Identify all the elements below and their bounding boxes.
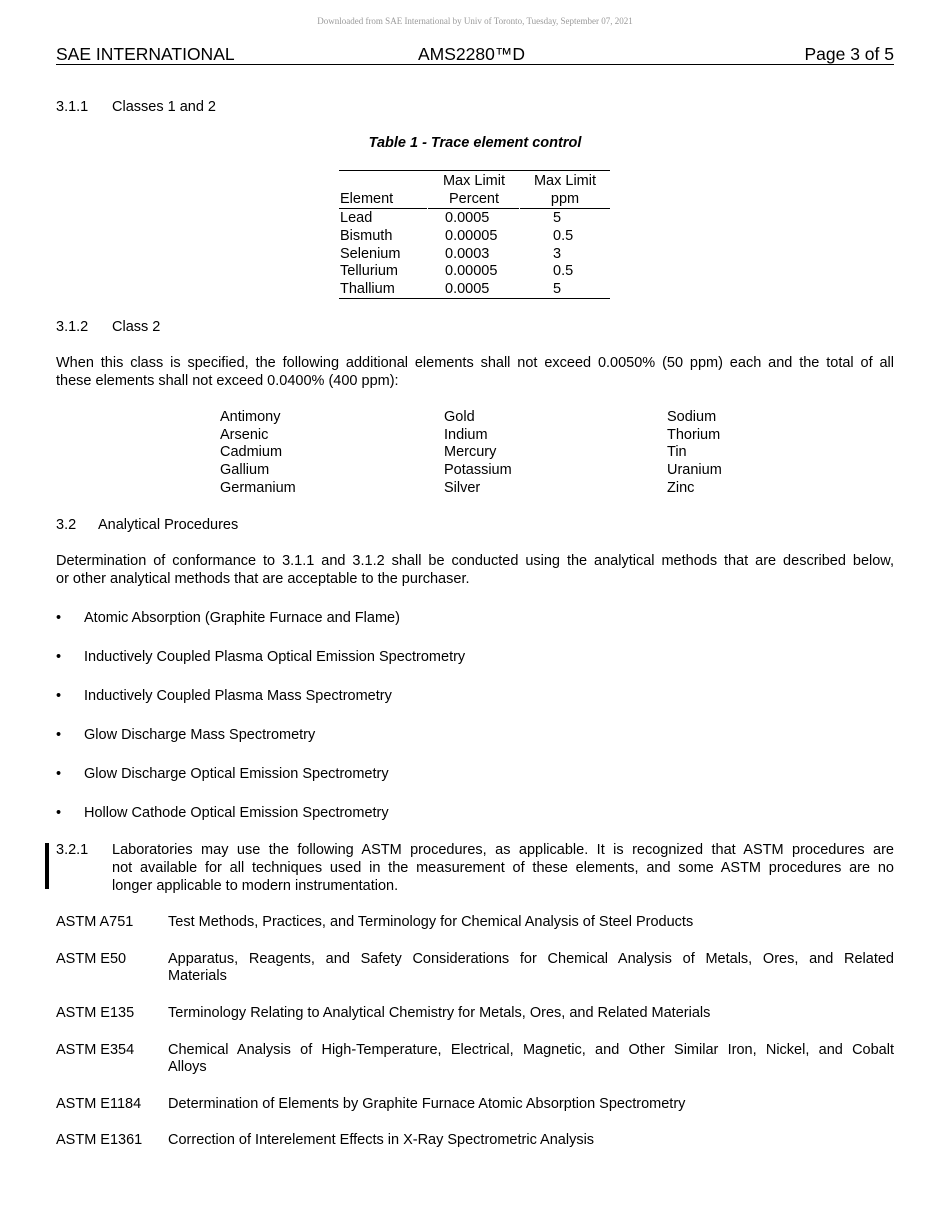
astm-code: ASTM E354 (56, 1042, 135, 1058)
table-cell-ppm: 5 (553, 281, 562, 297)
element-list-item: Antimony (220, 409, 281, 425)
astm-title: Chemical Analysis of High-Temperature, Electrical, Magnetic, and Other Similar Iron, Nickel, and Cobalt (168, 1042, 894, 1058)
section-3-2-title: Analytical Procedures (98, 517, 239, 533)
table-cell-ppm: 0.5 (553, 263, 574, 279)
table-header-element: Element (340, 191, 394, 207)
table-cell-percent: 0.0005 (445, 281, 490, 297)
element-list-item: Sodium (667, 409, 717, 425)
astm-title: Terminology Relating to Analytical Chemistry for Metals, Ores, and Related Materials (168, 1005, 711, 1021)
astm-title: Determination of Elements by Graphite Furnace Atomic Absorption Spectrometry (168, 1096, 686, 1112)
table-cell-ppm: 3 (553, 246, 562, 262)
table-cell-percent: 0.0005 (445, 210, 490, 226)
method-list-item: Hollow Cathode Optical Emission Spectrometry (84, 805, 389, 821)
astm-code: ASTM E135 (56, 1005, 135, 1021)
table-header-percent-line1: Max Limit (442, 173, 506, 189)
table-header-rule-3 (520, 208, 610, 209)
section-3-2-1-number: 3.2.1 (56, 842, 89, 858)
bullet-glyph: • (56, 805, 62, 821)
table-cell-ppm: 5 (553, 210, 562, 226)
element-list-item: Tin (667, 444, 687, 460)
table-header-ppm-line1: Max Limit (533, 173, 597, 189)
astm-code: ASTM E1361 (56, 1132, 143, 1148)
method-list-item: Glow Discharge Optical Emission Spectrometry (84, 766, 389, 782)
table-cell-percent: 0.0003 (445, 246, 490, 262)
element-list-item: Germanium (220, 480, 296, 496)
section-3-2-number: 3.2 (56, 517, 77, 533)
section-3-2-1-paragraph-line: not available for all techniques used in the measurement of these elements, and some ASTM procedures are no (112, 860, 894, 876)
element-list-item: Indium (444, 427, 488, 443)
element-list-item: Gold (444, 409, 475, 425)
table-cell-element: Lead (340, 210, 373, 226)
astm-title-continued: Materials (168, 968, 227, 984)
header-rule (56, 64, 894, 65)
method-list-item: Inductively Coupled Plasma Optical Emission Spectrometry (84, 649, 466, 665)
method-list-item: Inductively Coupled Plasma Mass Spectrometry (84, 688, 392, 704)
element-list-item: Zinc (667, 480, 695, 496)
table-cell-element: Selenium (340, 246, 401, 262)
table-top-rule (339, 170, 610, 171)
astm-title-continued: Alloys (168, 1059, 207, 1075)
section-3-2-1-paragraph-line: Laboratories may use the following ASTM procedures, as applicable. It is recognized that ASTM procedures are (112, 842, 894, 858)
table-cell-ppm: 0.5 (553, 228, 574, 244)
method-list-item: Glow Discharge Mass Spectrometry (84, 727, 316, 743)
header-org: SAE INTERNATIONAL (56, 44, 235, 64)
element-list-item: Mercury (444, 444, 497, 460)
header-doc-number: AMS2280™D (418, 44, 525, 64)
table-cell-percent: 0.00005 (445, 228, 498, 244)
section-3-1-1-number: 3.1.1 (56, 99, 89, 115)
section-3-2-paragraph-line: Determination of conformance to 3.1.1 and 3.1.2 shall be conducted using the analytical methods that are described below, (56, 553, 894, 569)
section-3-2-paragraph-line: or other analytical methods that are acceptable to the purchaser. (56, 571, 470, 587)
element-list-item: Uranium (667, 462, 722, 478)
table-cell-percent: 0.00005 (445, 263, 498, 279)
download-watermark: Downloaded from SAE International by Univ of Toronto, Tuesday, September 07, 2021 (317, 16, 633, 26)
astm-title: Test Methods, Practices, and Terminology for Chemical Analysis of Steel Products (168, 914, 694, 930)
astm-code: ASTM E1184 (56, 1096, 142, 1112)
header-page-number: Page 3 of 5 (804, 44, 894, 64)
table-header-percent-line2: Percent (449, 191, 499, 207)
section-3-1-2-paragraph-line: these elements shall not exceed 0.0400% (400 ppm): (56, 373, 399, 389)
table-1-caption: Table 1 - Trace element control (368, 135, 582, 151)
element-list-item: Arsenic (220, 427, 269, 443)
astm-title: Apparatus, Reagents, and Safety Considerations for Chemical Analysis of Metals, Ores, and Related (168, 951, 894, 967)
table-bottom-rule (339, 298, 610, 299)
element-list-item: Gallium (220, 462, 270, 478)
element-list-item: Thorium (667, 427, 721, 443)
bullet-glyph: • (56, 727, 62, 743)
astm-title: Correction of Interelement Effects in X-Ray Spectrometric Analysis (168, 1132, 595, 1148)
bullet-glyph: • (56, 688, 62, 704)
astm-code: ASTM A751 (56, 914, 134, 930)
table-header-ppm-line2: ppm (550, 191, 580, 207)
table-cell-element: Thallium (340, 281, 395, 297)
element-list-item: Silver (444, 480, 481, 496)
table-cell-element: Tellurium (340, 263, 399, 279)
bullet-glyph: • (56, 766, 62, 782)
table-cell-element: Bismuth (340, 228, 393, 244)
element-list-item: Potassium (444, 462, 512, 478)
method-list-item: Atomic Absorption (Graphite Furnace and Flame) (84, 610, 400, 626)
astm-code: ASTM E50 (56, 951, 127, 967)
section-3-1-2-paragraph-line: When this class is specified, the following additional elements shall not exceed 0.0050% (50 ppm) each and the total of all (56, 355, 894, 371)
element-list-item: Cadmium (220, 444, 283, 460)
section-3-1-1-title: Classes 1 and 2 (112, 99, 216, 115)
section-3-1-2-title: Class 2 (112, 319, 161, 335)
bullet-glyph: • (56, 610, 62, 626)
bullet-glyph: • (56, 649, 62, 665)
section-3-1-2-number: 3.1.2 (56, 319, 89, 335)
revision-change-bar (45, 843, 49, 889)
section-3-2-1-paragraph-line: longer applicable to modern instrumentation. (112, 878, 399, 894)
